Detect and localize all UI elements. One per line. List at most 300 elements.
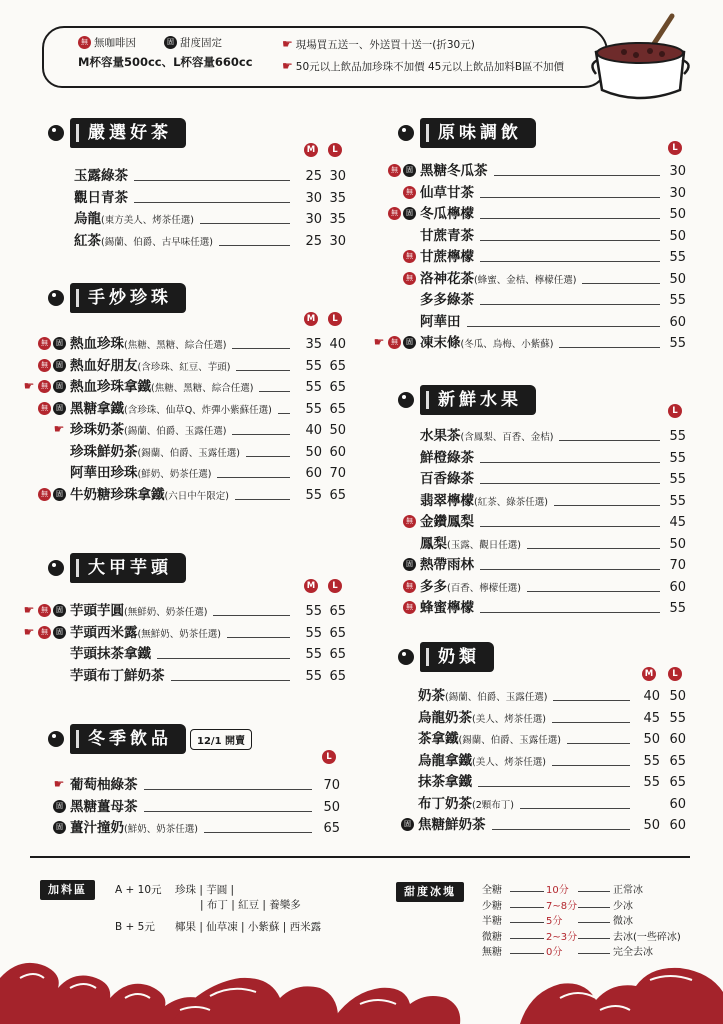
price-l: 65 — [323, 821, 340, 836]
item-name — [420, 312, 461, 333]
no-coffee-badge: 無 — [38, 402, 51, 415]
pointing-hand-icon: ☛ — [23, 379, 35, 393]
menu-item — [0, 623, 723, 644]
item-name — [420, 598, 474, 619]
toppings-a-line1: 珍珠 | 芋圓 | — [175, 884, 235, 896]
ice-line — [578, 907, 610, 908]
menu-item — [0, 226, 723, 247]
item-title: 水果茶 — [420, 428, 461, 444]
price-l: 65 — [329, 380, 346, 395]
leader-line — [480, 218, 660, 219]
sweet-line — [510, 891, 544, 892]
menu-item — [0, 686, 723, 707]
price-l: 50 — [329, 423, 346, 438]
menu-item — [0, 161, 723, 182]
no-coffee-badge: 無 — [403, 186, 416, 199]
section-title: 嚴選好茶 — [70, 118, 186, 148]
item-badges — [403, 558, 418, 572]
price-m: 30 — [305, 190, 322, 206]
item-note: (玉露、觀日任選) — [447, 539, 521, 551]
ice-level: 去冰(一些碎冰) — [613, 931, 681, 943]
menu-item — [0, 377, 723, 398]
no-coffee-badge: 無 — [38, 359, 51, 372]
price-m: 55 — [643, 753, 660, 769]
no-coffee-badge: 無 — [403, 580, 416, 593]
sweet-line — [510, 922, 544, 923]
price-m: 60 — [305, 466, 322, 481]
item-title: 仙草甘茶 — [420, 184, 474, 201]
item-title: 玉露綠茶 — [74, 168, 128, 184]
item-name — [418, 794, 514, 816]
item-title: 黑糖冬瓜茶 — [420, 163, 488, 179]
item-title: 觀日青茶 — [74, 189, 128, 206]
menu-item — [0, 469, 723, 490]
price-l: 60 — [329, 444, 346, 460]
item-title: 黑糖拿鐵 — [70, 400, 124, 417]
item-note: (含珍珠、仙草Q、炸彈小紫蘇任選) — [124, 404, 272, 416]
size-l-badge: L — [328, 579, 342, 593]
item-title: 紅茶 — [74, 232, 101, 249]
item-note: (錫蘭、伯爵、古早味任選) — [101, 236, 213, 248]
item-title: 金鑽鳳梨 — [420, 514, 474, 530]
item-note: (無鮮奶、奶茶任選) — [137, 628, 221, 640]
price-l: 30 — [329, 169, 346, 184]
price-m: 55 — [305, 487, 322, 503]
menu-item — [0, 512, 723, 533]
price-l: 55 — [669, 250, 686, 265]
ice-level: 微冰 — [613, 916, 633, 927]
leader-line — [559, 440, 660, 441]
item-name — [418, 772, 472, 793]
no-coffee-badge: 無 — [388, 336, 401, 349]
item-name — [418, 729, 561, 751]
price-m: 40 — [305, 423, 322, 438]
ice-line — [578, 891, 610, 892]
item-note: (東方美人、烤茶任選) — [101, 215, 194, 226]
size-l-badge: L — [668, 404, 682, 418]
menu-item — [0, 598, 723, 619]
bullet-icon — [398, 125, 414, 141]
ice-level: 少冰 — [613, 900, 633, 912]
item-title: 牛奶糖珍珠拿鐵 — [70, 486, 165, 503]
sweet-level-value: 0分 — [546, 947, 563, 958]
item-title: 芋頭布丁鮮奶茶 — [70, 667, 165, 684]
fixed-sweet-badge: 固 — [401, 818, 414, 831]
item-note: (冬瓜、烏梅、小紫蘇) — [460, 339, 554, 350]
price-l: 65 — [669, 753, 686, 769]
ice-line — [578, 938, 610, 939]
price-m: 55 — [643, 775, 660, 790]
fixed-sweet-badge: 固 — [53, 800, 66, 813]
size-l-badge: L — [328, 143, 342, 157]
leader-line — [480, 197, 660, 198]
sweet-level-value: 7~8分 — [546, 900, 578, 912]
item-title: 熱帶雨林 — [420, 557, 474, 573]
bullet-icon — [398, 649, 414, 665]
leader-line — [478, 786, 630, 787]
menu-item — [0, 708, 723, 729]
price-m: 30 — [305, 212, 322, 227]
leader-line — [492, 829, 631, 830]
item-badges — [403, 250, 418, 264]
price-m: 55 — [305, 668, 322, 684]
price-l: 30 — [329, 233, 346, 249]
size-m-badge: M — [304, 143, 318, 157]
menu-item — [0, 269, 723, 290]
item-title: 蜂蜜檸檬 — [420, 600, 474, 616]
item-title: 茶拿鐵 — [418, 731, 459, 747]
price-m: 55 — [305, 625, 322, 641]
leader-line — [552, 722, 630, 723]
item-title: 阿華田 — [420, 313, 461, 330]
item-title: 熱血好朋友 — [70, 357, 138, 374]
section-title: 奶類 — [420, 642, 494, 672]
item-note: (鮮奶、奶茶任選) — [137, 469, 212, 480]
pointing-hand-icon: ☛ — [373, 335, 385, 349]
info-box — [42, 26, 608, 88]
item-note: (錫蘭、伯爵、玉露任選) — [458, 735, 561, 746]
price-l: 70 — [323, 778, 340, 793]
item-name — [420, 512, 474, 533]
leader-line — [236, 370, 290, 371]
section-title: 大甲芋頭 — [70, 553, 186, 583]
sweet-line — [510, 938, 544, 939]
sweet-level-label: 無糖 — [482, 947, 502, 958]
sweet-level-label: 微糖 — [482, 931, 502, 943]
pointing-hand-icon: ☛ — [23, 624, 35, 639]
fixed-sweet-badge: 固 — [403, 164, 416, 177]
item-name — [418, 815, 486, 836]
no-coffee-badge: 無 — [403, 601, 416, 614]
price-m: 35 — [305, 337, 322, 352]
sweet-level-value: 5分 — [546, 916, 563, 927]
item-note: (錫蘭、伯爵、玉露任選) — [445, 692, 548, 703]
no-coffee-badge: 無 — [38, 380, 51, 393]
item-title: 烏龍 — [74, 211, 101, 227]
leader-line — [582, 283, 660, 284]
item-title: 多多 — [420, 578, 447, 595]
price-l: 50 — [669, 689, 686, 704]
legend-no-coffee: 無 無咖啡因 — [78, 36, 136, 50]
leader-line — [494, 175, 661, 176]
leader-line — [520, 808, 630, 809]
sweet-line — [510, 907, 544, 908]
price-l: 55 — [669, 429, 686, 444]
no-coffee-badge: 無 — [388, 207, 401, 220]
leader-line — [480, 483, 660, 484]
price-m: 55 — [305, 380, 322, 395]
item-title: 烏龍奶茶 — [418, 709, 472, 726]
item-title: 鮮橙綠茶 — [420, 449, 474, 466]
price-l: 50 — [669, 271, 686, 287]
item-name — [418, 751, 546, 773]
wave-decoration-icon — [0, 948, 723, 1024]
cup-sizes: M杯容量500cc、L杯容量660cc — [78, 55, 253, 69]
menu-item — [0, 491, 723, 512]
item-title: 葡萄柚綠茶 — [70, 777, 138, 793]
price-l: 30 — [669, 185, 686, 201]
leader-line — [527, 548, 660, 549]
footer-divider — [30, 856, 690, 858]
pointing-hand-icon: ☛ — [53, 777, 65, 791]
item-title: 熱血珍珠 — [70, 336, 124, 352]
price-l: 50 — [323, 799, 340, 815]
item-name — [420, 204, 474, 225]
item-note: (錫蘭、伯爵、玉露任選) — [124, 426, 227, 437]
item-badges — [388, 164, 418, 178]
price-l: 60 — [669, 732, 686, 747]
menu-item — [0, 290, 723, 311]
item-title: 芋頭芋圓 — [70, 603, 124, 619]
item-name — [420, 577, 521, 599]
price-m: 40 — [643, 689, 660, 704]
price-l: 65 — [329, 604, 346, 619]
item-name — [420, 226, 474, 247]
bullet-icon — [48, 125, 64, 141]
item-name — [418, 708, 546, 730]
price-l: 55 — [669, 336, 686, 351]
item-badges — [403, 272, 418, 286]
ice-level: 正常冰 — [613, 885, 643, 896]
price-l: 55 — [669, 450, 686, 466]
toppings-b-line: 椰果 | 仙草凍 | 小紫蘇 | 西米露 — [175, 921, 322, 933]
leader-line — [553, 700, 630, 701]
item-name — [420, 183, 474, 204]
price-l: 65 — [329, 358, 346, 374]
pointing-hand-icon: ☛ — [282, 37, 293, 51]
menu-item — [0, 772, 723, 793]
fixed-sweet-badge: 固 — [53, 337, 66, 350]
item-name — [418, 686, 547, 708]
menu-item — [0, 666, 723, 687]
price-l: 65 — [329, 401, 346, 417]
price-l: 45 — [669, 515, 686, 530]
fixed-sweet-badge: 固 — [164, 36, 177, 49]
section-title: 手炒珍珠 — [70, 283, 186, 313]
menu-item — [0, 312, 723, 333]
price-m: 25 — [305, 169, 322, 184]
item-note: (六日中午限定) — [164, 490, 229, 502]
menu-item — [0, 729, 723, 750]
fixed-sweet-badge: 固 — [53, 626, 66, 639]
item-name — [420, 269, 576, 291]
price-m: 55 — [305, 647, 322, 662]
item-title: 洛神花茶 — [420, 270, 474, 287]
menu-item — [0, 247, 723, 268]
price-l: 70 — [669, 558, 686, 573]
item-badges — [403, 580, 418, 594]
leader-line — [559, 347, 660, 348]
menu-item — [0, 555, 723, 576]
ice-level: 完全去冰 — [613, 947, 653, 958]
price-l: 50 — [669, 536, 686, 552]
leader-line — [157, 658, 290, 659]
no-coffee-badge: 無 — [38, 488, 51, 501]
leader-line — [480, 240, 660, 241]
item-title: 鳳梨 — [420, 535, 447, 552]
pointing-hand-icon: ☛ — [282, 59, 293, 73]
sweet-level-label: 少糖 — [482, 900, 502, 912]
price-l: 35 — [329, 212, 346, 227]
item-title: 黑糖薑母茶 — [70, 798, 138, 815]
item-title: 薑汁撞奶 — [70, 820, 124, 836]
item-note: (含鳳梨、百香、金桔) — [460, 432, 554, 443]
toppings-b-price: B + 5元 — [115, 921, 155, 933]
price-l: 30 — [669, 164, 686, 179]
no-coffee-badge: 無 — [38, 626, 51, 639]
leader-line — [480, 462, 660, 463]
fixed-sweet-badge: 固 — [53, 402, 66, 415]
fixed-sweet-badge: 固 — [53, 821, 66, 834]
item-note: (美人、烤茶任選) — [472, 756, 546, 768]
item-name — [420, 448, 474, 469]
promo-line-2: ☛ 50元以上飲品加珍珠不加價 45元以上飲品加料B區不加價 — [282, 59, 565, 73]
item-name — [420, 491, 548, 513]
item-title: 凍末條 — [420, 335, 461, 351]
no-coffee-badge: 無 — [38, 337, 51, 350]
ice-line — [578, 922, 610, 923]
price-l: 50 — [669, 207, 686, 222]
fixed-sweet-badge: 固 — [403, 207, 416, 220]
item-badges — [401, 818, 416, 832]
leader-line — [554, 505, 660, 506]
sweet-level-value: 10分 — [546, 885, 569, 896]
item-note: (百香、檸檬任選) — [447, 582, 521, 594]
price-l: 55 — [669, 493, 686, 509]
section-title: 冬季飲品 — [70, 724, 186, 754]
item-name — [70, 666, 165, 687]
section-title: 新鮮水果 — [420, 385, 536, 415]
price-l: 55 — [669, 293, 686, 308]
no-coffee-badge: 無 — [38, 604, 51, 617]
item-badges — [403, 601, 418, 615]
item-title: 珍珠鮮奶茶 — [70, 443, 138, 460]
sweet-level-value: 2~3分 — [546, 931, 578, 943]
price-l: 55 — [669, 472, 686, 487]
leader-line — [552, 765, 630, 766]
menu-item — [0, 333, 723, 354]
size-l-badge: L — [668, 667, 682, 681]
item-title: 抹茶拿鐵 — [418, 774, 472, 790]
item-name — [420, 290, 474, 311]
price-m: 55 — [305, 401, 322, 417]
item-title: 焦糖鮮奶茶 — [418, 817, 486, 833]
item-badges — [403, 186, 418, 200]
size-l-badge: L — [668, 141, 682, 155]
price-m: 50 — [643, 818, 660, 833]
menu-item — [0, 644, 723, 665]
price-l: 60 — [669, 314, 686, 330]
item-title: 芋頭西米露 — [70, 624, 138, 641]
price-l: 60 — [669, 579, 686, 595]
menu-item — [0, 815, 723, 836]
price-m: 55 — [305, 358, 322, 374]
menu-item — [0, 794, 723, 815]
item-note: (鮮奶、奶茶任選) — [124, 824, 198, 835]
sweet-ice-title: 甜度冰塊 — [396, 882, 464, 902]
item-name — [420, 426, 553, 448]
price-m: 55 — [305, 604, 322, 619]
item-note: (無鮮奶、奶茶任選) — [124, 607, 208, 618]
item-badges — [38, 402, 68, 416]
leader-line — [567, 743, 630, 744]
leader-line — [278, 413, 290, 414]
sweet-level-label: 全糖 — [482, 885, 502, 896]
leader-line — [480, 612, 660, 613]
leader-line — [480, 526, 660, 527]
leader-line — [467, 326, 661, 327]
item-badges — [403, 515, 418, 529]
item-name — [420, 161, 488, 182]
size-m-badge: M — [304, 312, 318, 326]
size-l-badge: L — [322, 750, 336, 764]
fixed-sweet-badge: 固 — [53, 380, 66, 393]
price-l: 60 — [669, 796, 686, 812]
price-l: 70 — [329, 466, 346, 481]
price-l: 65 — [329, 647, 346, 662]
item-note: (紅茶、綠茶任選) — [474, 496, 548, 508]
item-badges — [388, 207, 418, 221]
no-coffee-badge: 無 — [388, 164, 401, 177]
size-l-badge: L — [328, 312, 342, 326]
pointing-hand-icon: ☛ — [23, 603, 35, 617]
leader-line — [227, 637, 290, 638]
price-m: 25 — [305, 233, 322, 249]
leader-line — [171, 680, 291, 681]
no-coffee-badge: 無 — [78, 36, 91, 49]
price-l: 35 — [329, 190, 346, 206]
item-title: 百香綠茶 — [420, 471, 474, 487]
item-title: 多多綠茶 — [420, 292, 474, 308]
menu-item — [0, 183, 723, 204]
pointing-hand-icon: ☛ — [53, 422, 65, 436]
no-coffee-badge: 無 — [403, 272, 416, 285]
price-m: 50 — [643, 732, 660, 747]
bullet-icon — [398, 392, 414, 408]
price-l: 50 — [669, 228, 686, 244]
item-title: 芋頭抹茶拿鐵 — [70, 646, 151, 662]
menu-item — [0, 399, 723, 420]
pot-illustration-icon — [584, 10, 694, 110]
price-l: 65 — [329, 487, 346, 503]
menu-item — [0, 204, 723, 225]
item-note: (蜂蜜、金桔、檸檬任選) — [474, 274, 577, 286]
item-note: (2顆布丁) — [472, 799, 514, 811]
size-m-badge: M — [304, 579, 318, 593]
item-badges — [372, 336, 418, 350]
legend-fixed-sweet: 固 甜度固定 — [164, 36, 222, 50]
item-note: (錫蘭、伯爵、玉露任選) — [137, 447, 240, 459]
price-l: 55 — [669, 601, 686, 616]
leader-line — [480, 569, 660, 570]
item-title: 烏龍拿鐵 — [418, 752, 472, 769]
leader-line — [527, 591, 660, 592]
item-badges — [38, 359, 68, 373]
menu-item — [0, 426, 723, 447]
price-l: 40 — [329, 337, 346, 352]
price-m: 45 — [643, 710, 660, 726]
toppings-a-price: A + 10元 — [115, 884, 162, 896]
item-title: 布丁奶茶 — [418, 795, 472, 812]
item-name — [420, 333, 553, 355]
item-name — [420, 555, 474, 576]
item-note: (焦糖、黑糖、綜合任選) — [151, 383, 254, 394]
leader-line — [480, 304, 660, 305]
fixed-sweet-badge: 固 — [53, 488, 66, 501]
toppings-title: 加料區 — [40, 880, 95, 900]
no-coffee-badge: 無 — [403, 515, 416, 528]
item-name — [70, 356, 230, 378]
